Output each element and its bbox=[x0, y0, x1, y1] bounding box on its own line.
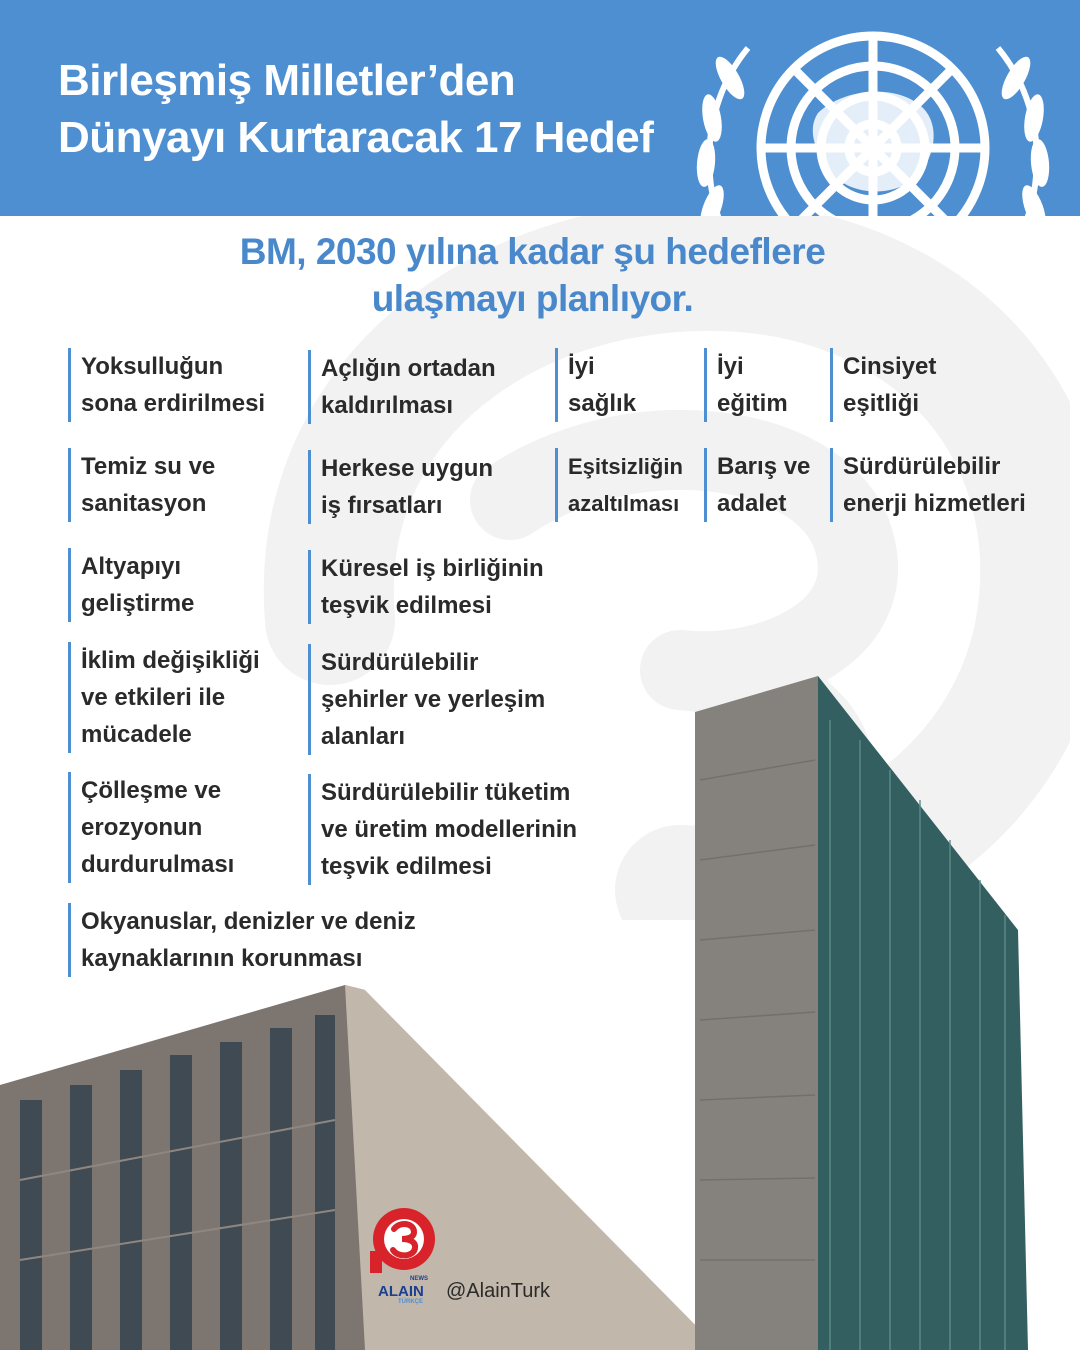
subtitle-line-1: BM, 2030 yılına kadar şu hedeflere bbox=[239, 231, 826, 272]
goal-item: Sürdürülebilir enerji hizmetleri bbox=[830, 448, 1026, 522]
brand-news-label: NEWS bbox=[410, 1276, 428, 1282]
goal-item: Herkese uygun iş fırsatları bbox=[308, 450, 493, 524]
goal-item: İyi sağlık bbox=[555, 348, 636, 422]
goal-item: İklim değişikliği ve etkileri ile mücadele bbox=[68, 642, 260, 753]
goal-item: Eşitsizliğin azaltılması bbox=[555, 448, 683, 522]
goal-item: İyi eğitim bbox=[704, 348, 788, 422]
brand-turk-label: TÜRKÇE bbox=[398, 1299, 423, 1305]
goal-item: Yoksulluğun sona erdirilmesi bbox=[68, 348, 265, 422]
goal-item: Okyanuslar, denizler ve deniz kaynaklarının korunması bbox=[68, 903, 416, 977]
brand-name: ALAIN bbox=[378, 1283, 424, 1300]
goal-item: Çölleşme ve erozyonun durdurulması bbox=[68, 772, 234, 883]
goal-item: Cinsiyet eşitliği bbox=[830, 348, 936, 422]
goal-item: Sürdürülebilir tüketim ve üretim modellerinin teşvik edilmesi bbox=[308, 774, 577, 885]
goal-item: Sürdürülebilir şehirler ve yerleşim alanları bbox=[308, 644, 545, 755]
goal-item: Açlığın ortadan kaldırılması bbox=[308, 350, 496, 424]
goal-item: Barış ve adalet bbox=[704, 448, 810, 522]
goal-item: Küresel iş birliğinin teşvik edilmesi bbox=[308, 550, 544, 624]
goal-item: Temiz su ve sanitasyon bbox=[68, 448, 215, 522]
goal-item: Altyapıyı geliştirme bbox=[68, 548, 194, 622]
social-handle: @AlainTurk bbox=[446, 1280, 551, 1302]
title-line-1: Birleşmiş Milletler’den bbox=[58, 56, 516, 105]
title-line-2: Dünyayı Kurtaracak 17 Hedef bbox=[58, 113, 654, 162]
subtitle-line-2: ulaşmayı planlıyor. bbox=[371, 278, 694, 319]
